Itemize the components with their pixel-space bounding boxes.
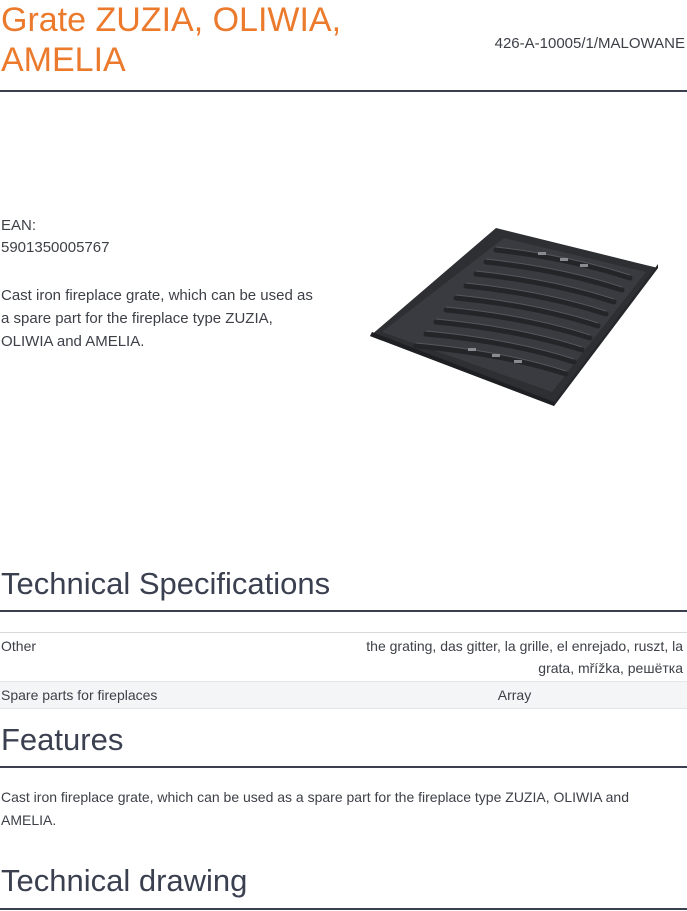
table-row [0, 682, 687, 709]
ean-label: EAN: [1, 217, 37, 234]
specs-table [0, 632, 687, 709]
product-title: Grate ZUZIA, OLIWIA, AMELIA [1, 1, 342, 79]
features-divider [0, 766, 687, 768]
product-description: Cast iron fireplace grate, which can be used as a spare part for the fireplace type ZUZIA, OLIWIA and AMELIA. [1, 287, 313, 350]
ean-value: 5901350005767 [1, 239, 110, 256]
features-heading: Features [1, 722, 124, 757]
spec-key: Spare parts for fireplaces [1, 687, 158, 703]
cast-iron-grate-image [368, 228, 660, 408]
table-row [0, 633, 687, 682]
spec-value: Array [497, 687, 532, 703]
drawing-heading: Technical drawing [1, 863, 248, 898]
drawing-divider [0, 908, 687, 910]
spec-value: the grating, das gitter, la grille, el enrejado, ruszt, la grata, mřížka, решётка [366, 638, 683, 676]
features-text: Cast iron fireplace grate, which can be used as a spare part for the fireplace type ZUZIA, OLIWIA and AMELIA. [1, 789, 629, 828]
spec-key: Other [1, 638, 37, 654]
specs-divider [0, 610, 687, 612]
specs-heading: Technical Specifications [1, 566, 331, 601]
header-divider [0, 90, 687, 92]
product-sku: 426-A-10005/1/MALOWANE [494, 35, 685, 52]
